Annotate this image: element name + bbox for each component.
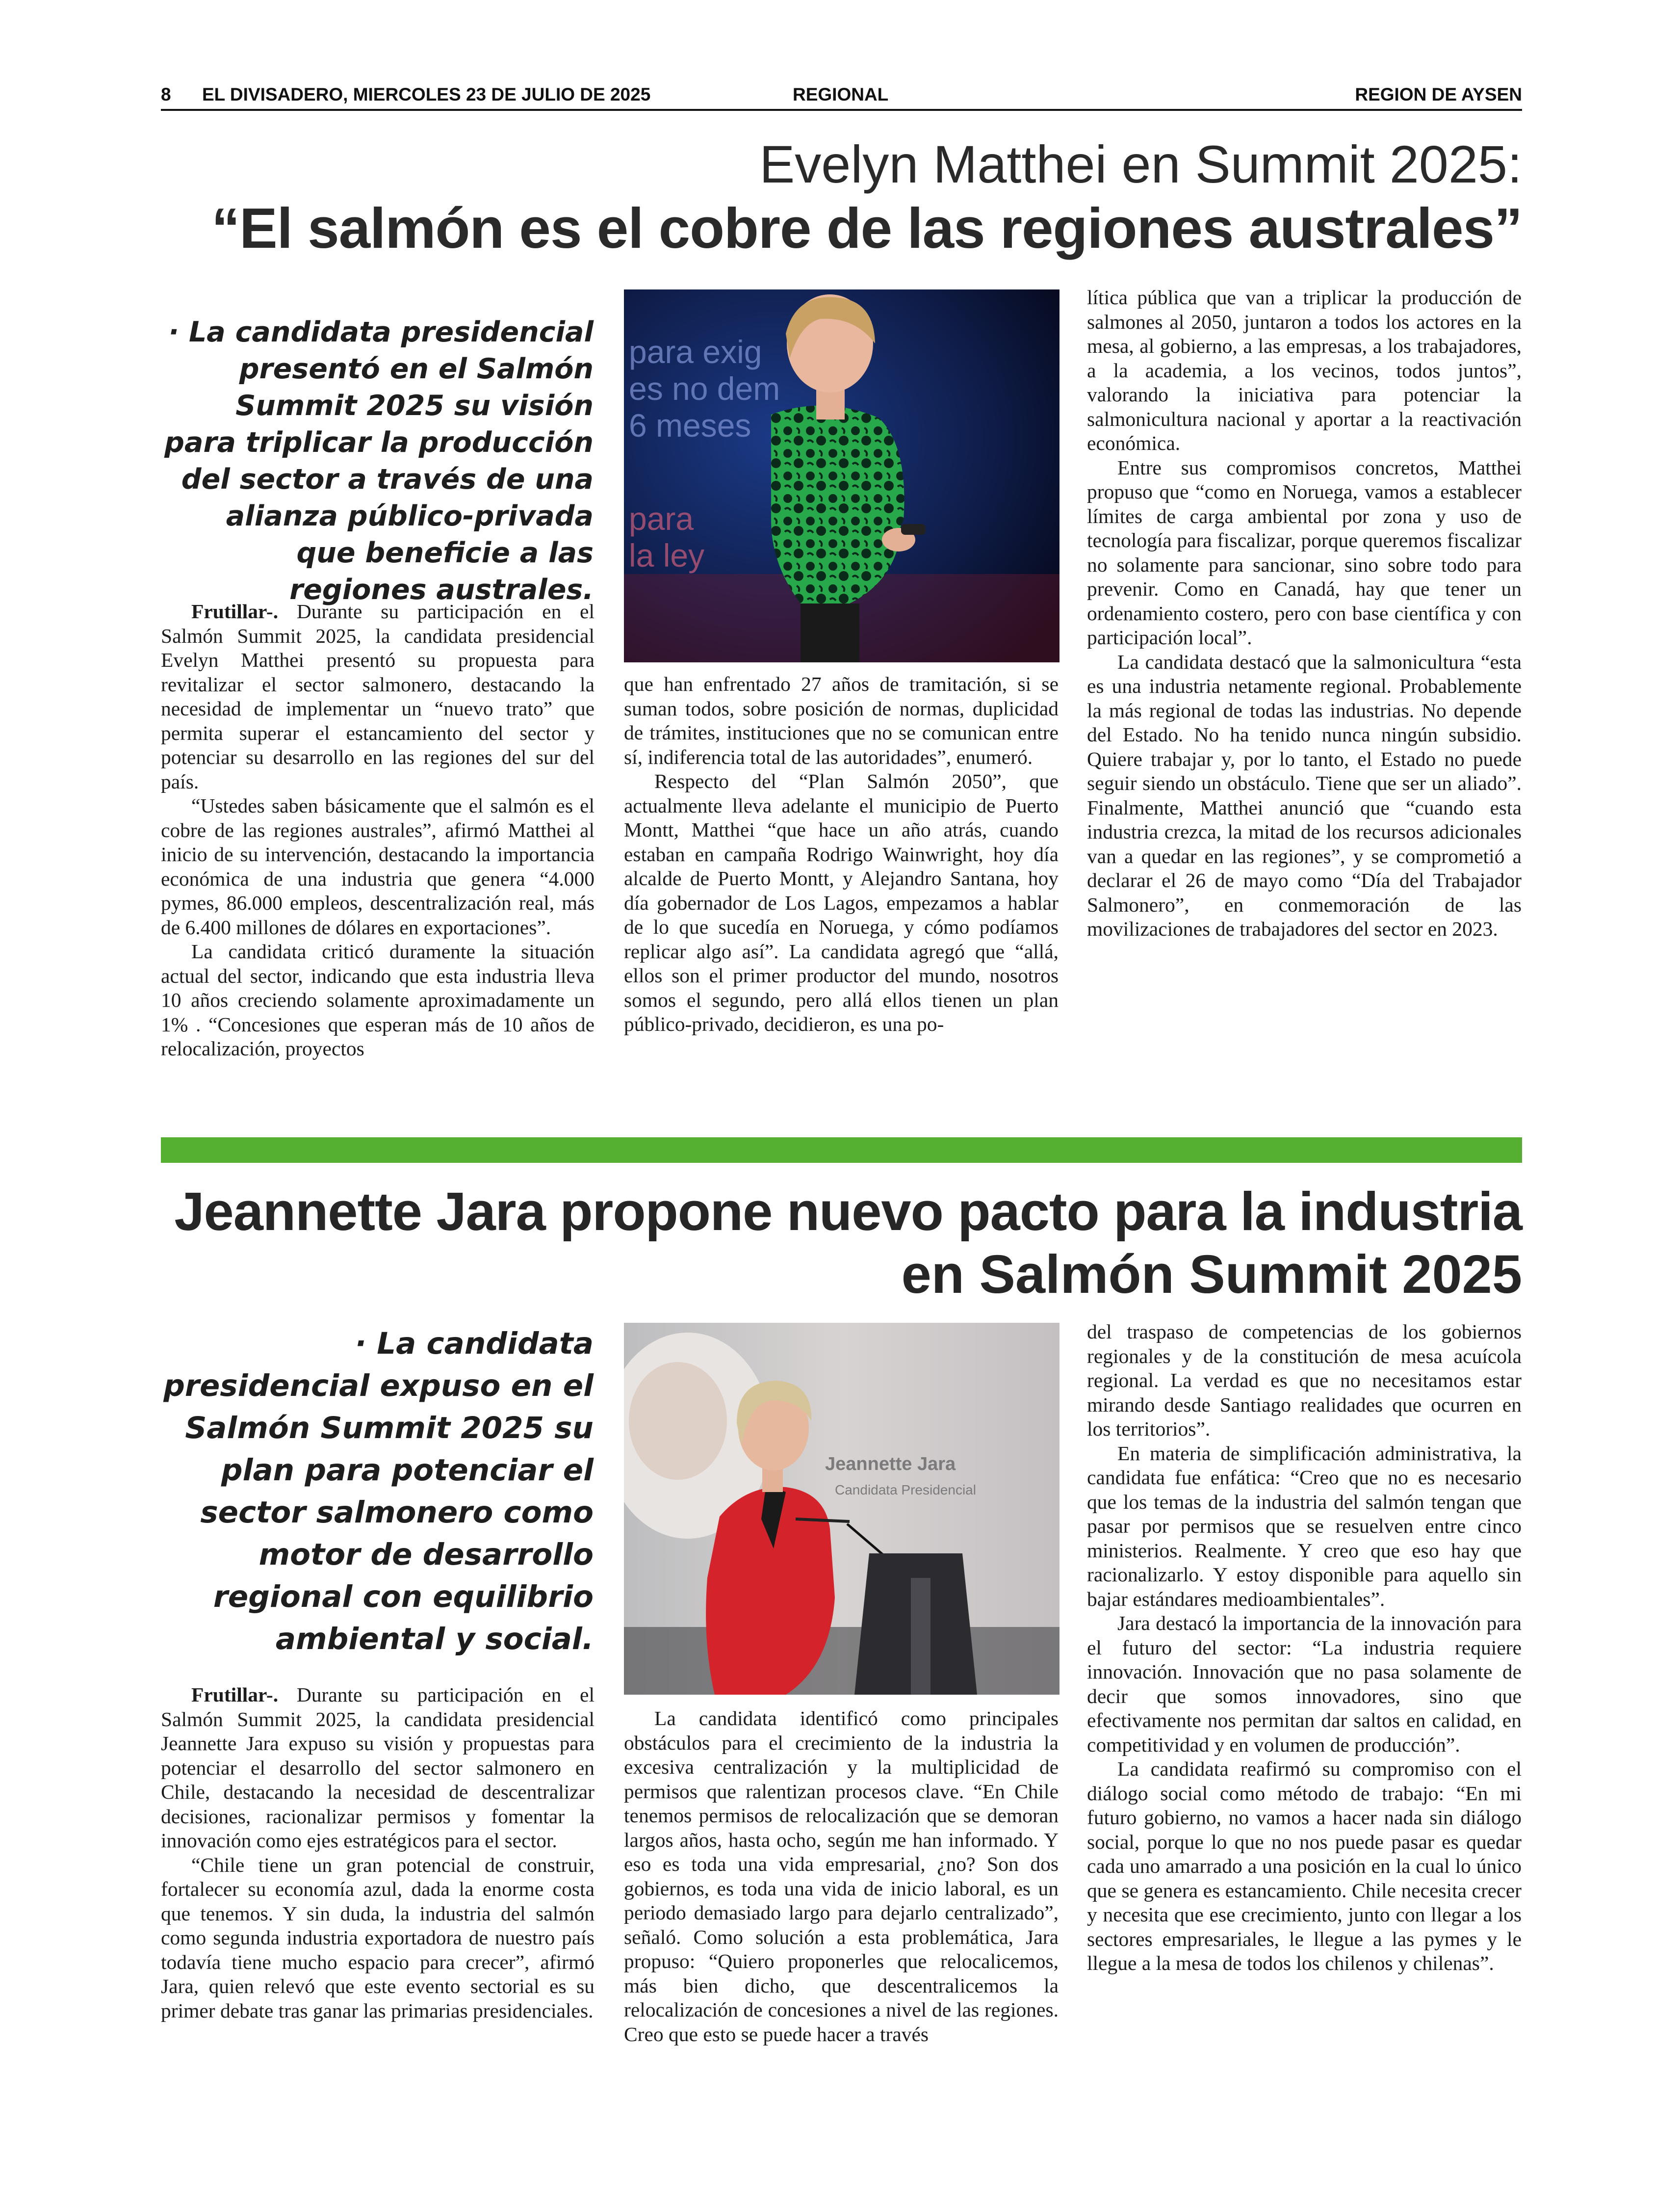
article1-col2-p2: Respecto del “Plan Salmón 2050”, que actualmente lleva adelante el municipio de Puerto Montt, Matthei “que hace un año atrás, cuando estaban en campaña Rodrigo Wainwright, hoy día alcalde de Puerto Montt, y Alejandro Santana, hoy día gobernador de Los Lagos, empezamos a hablar de lo que sucedía en Noruega, y cómo podíamos replicar algo así”. La candidata agregó que “allá, ellos son el primer productor del mundo, nosotros somos el segundo, pero allá ellos tienen un plan público-privado, decidieron, es una po- [624,770,1059,1035]
screen-role-text: Candidata Presidencial [835,1482,976,1497]
article2-col1-p2: “Chile tiene un gran potencial de construir, fortalecer su economía azul, dada la enorme costa que tenemos. Y sin duda, la industria del salmón como segunda industria exportadora de nuestro país todavía tiene mucho espacio para crecer”, afirmó Jara, quien relevó que este evento sectorial es su primer debate tras ganar las primarias presidenciales. [161,1853,594,2022]
article2-subtitle: · La candidata presidencial expuso en el Salmón Summit 2025 su plan para potenciar el sector salmonero como motor de desarrollo regional con equilibrio ambiental y social. [163,1326,594,1656]
article2-col1 [161,1683,594,2023]
screen-text-3: 6 meses [629,407,751,444]
article2-title-line2: en Salmón Summit 2025 [901,1244,1522,1305]
page-number: 8 [161,84,171,105]
article1-col2 [624,672,1059,1037]
section-separator-bar [161,1137,1522,1163]
article1-col1-p2: “Ustedes saben básicamente que el salmón es el cobre de las regiones australes”, afirmó Matthei al inicio de su intervención, destacando la importancia económica de una industria que genera “4.000 pymes, 86.000 empleos, descentralización real, más de 6.400 millones de dólares en exportaciones”. [161,794,594,939]
article2-col3-p3: Jara destacó la importancia de la innovación para el futuro del sector: “La industria requiere innovación. Innovación que no pasa solamente de decir que somos innovadores, sino que efectivamente nos permitan dar saltos en calidad, en competitividad y en volumen de producción”. [1087,1612,1522,1756]
article1-subtitle: · La candidata presidencial presentó en el Salmón Summit 2025 su visión para triplicar la producción del sector a través de una alianza público-privada que beneficie a las regiones australes. [164,316,594,606]
region-label: REGION DE AYSEN [1355,84,1522,105]
article1-col1-p1: Durante su participación en el Salmón Summit 2025, la candidata presidencial Evelyn Matthei presentó su propuesta para revitalizar el sector salmonero, destacando la necesidad de implementar un “nuevo trato” que permita superar el estancamiento del sector y potenciar su desarrollo en las regiones del sur del país. [161,600,594,793]
article2-col1-p1: Durante su participación en el Salmón Summit 2025, la candidata presidencial Jeannette Jara expuso su visión y propuestas para potenciar el desarrollo del sector salmonero en Chile, destacando la necesidad de descentralizar decisiones, racionalizar permisos y fomentar la innovación como ejes estratégicos para el sector. [161,1683,594,1852]
article1-col2-p1: que han enfrentado 27 años de tramitación, si se suman todos, sobre posición de normas, duplicidad de trámites, instituciones que no se comunican entre sí, indiferencia total de las autoridades”, enumeró. [624,673,1059,768]
article1-title-line2: “El salmón es el cobre de las regiones australes” [211,196,1522,260]
article2-col3-p4: La candidata reafirmó su compromiso con el diálogo social como método de trabajo: “En mi futuro gobierno, no vamos a hacer nada sin diálogo social, porque lo que no nos puede pasar es quedar cada uno amarrado a una posición en la cual lo único que se genera es estancamiento. Chile necesita crecer y necesita que ese crecimiento, junto con llegar a los sectores empresariales, le llegue a las pymes y le llegue a la mesa de todos los chilenos y chilenas”. [1087,1757,1522,1974]
screen-text-1: para exig [629,334,762,370]
article2-col2 [624,1706,1059,2046]
article2-photo [624,1323,1060,1695]
jeannette-jara-photo [624,1323,1060,1695]
article1-col3-p1: lítica pública que van a triplicar la producción de salmones al 2050, juntaron a todos los actores en la mesa, al gobierno, a las empresas, a los trabajadores, a la academia, a los vecinos, todos juntos”, valorando la iniciativa para potenciar la salmonicultura nacional y aportar a la reactivación económica. [1087,286,1522,454]
article1-col1 [161,600,594,1061]
article2-lead: Frutillar-. [191,1683,279,1706]
article1-title-line1: Evelyn Matthei en Summit 2025: [759,134,1522,194]
article1-col3-p2: Entre sus compromisos concretos, Matthei propuso que “como en Noruega, vamos a establecer límites de carga ambiental por zona y uso de tecnología para fiscalizar, porque queremos fiscalizar no solamente para sancionar, sino sobre todo para prevenir. Como en Canadá, hay que tener un ordenamiento costero, pero con base científica y con participación local”. [1087,456,1522,649]
article1-col1-p3: La candidata criticó duramente la situación actual del sector, indicando que esta industria lleva 10 años creciendo solamente aproximadamente un 1% . “Concesiones que esperan más de 10 años de relocalización, proyectos [161,940,594,1060]
screen-text-2: es no dem [629,370,780,407]
article1-photo [624,289,1060,662]
article2-col3-p2: En materia de simplificación administrativa, la candidata fue enfática: “Creo que no es necesario que los temas de la industria del salmón tengan que pasar por permisos que se resuelven entre cinco ministerios. Realmente. Y creo que eso hay que racionalizarlo. Y estoy disponible para aquello sin bajar estándares medioambientales”. [1087,1442,1522,1610]
evelyn-matthei-photo [624,289,1060,662]
header-rule [161,109,1522,111]
article2-col3-p1: del traspaso de competencias de los gobiernos regionales y de la constitución de mesa acuícola regional. La verdad es que no necesitamos estar mirando desde Santiago realidades que ocurren en los territorios”. [1087,1320,1522,1440]
article2-col2-p1: La candidata identificó como principales obstáculos para el crecimiento de la industria la excesiva centralización y la multiplicidad de permisos que ralentizan procesos clave. “En Chile tenemos permisos de relocalización que se demoran largos años, hasta ocho, según me han informado. Y eso es toda una vida empresarial, ¿no? Son dos gobiernos, es toda una vida de inicio laboral, es un periodo demasiado largo para dejarlo centralizado”, señaló. Como solución a esta problemática, Jara propuso: “Quiero proponerles que relocalicemos, más bien dicho, que descentralicemos la relocalización de concesiones a nivel de las regiones. Creo que esto se puede hacer a través [624,1707,1059,2045]
article1-col3-p3: La candidata destacó que la salmonicultura “esta es una industria netamente regional. Probablemente la más regional de todas las industrias. No depende del Estado. No ha tenido nunca ningún subsidio. Quiere trabajar y, por lo tanto, el Estado no puede seguir siendo un obstáculo. Tiene que ser un aliado”. Finalmente, Matthei anunció que “cuando esta industria crezca, la mitad de los recursos adicionales van a quedar en las regiones”, y se comprometió a declarar el 26 de mayo como “Día del Trabajador Salmonero”, en conmemoración de las movilizaciones de trabajadores del sector en 2023. [1087,650,1522,940]
article2-col3 [1087,1320,1522,1976]
section-label: REGIONAL [793,84,889,105]
screen-text-5: la ley [629,537,705,574]
article1-col3 [1087,286,1522,942]
screen-name-text: Jeannette Jara [825,1454,956,1474]
screen-text-4: para [629,500,694,537]
article2-title-line1: Jeannette Jara propone nuevo pacto para la industria [174,1181,1522,1242]
publication-date: EL DIVISADERO, MIERCOLES 23 DE JULIO DE 2025 [202,84,651,105]
article1-lead: Frutillar-. [191,600,279,623]
